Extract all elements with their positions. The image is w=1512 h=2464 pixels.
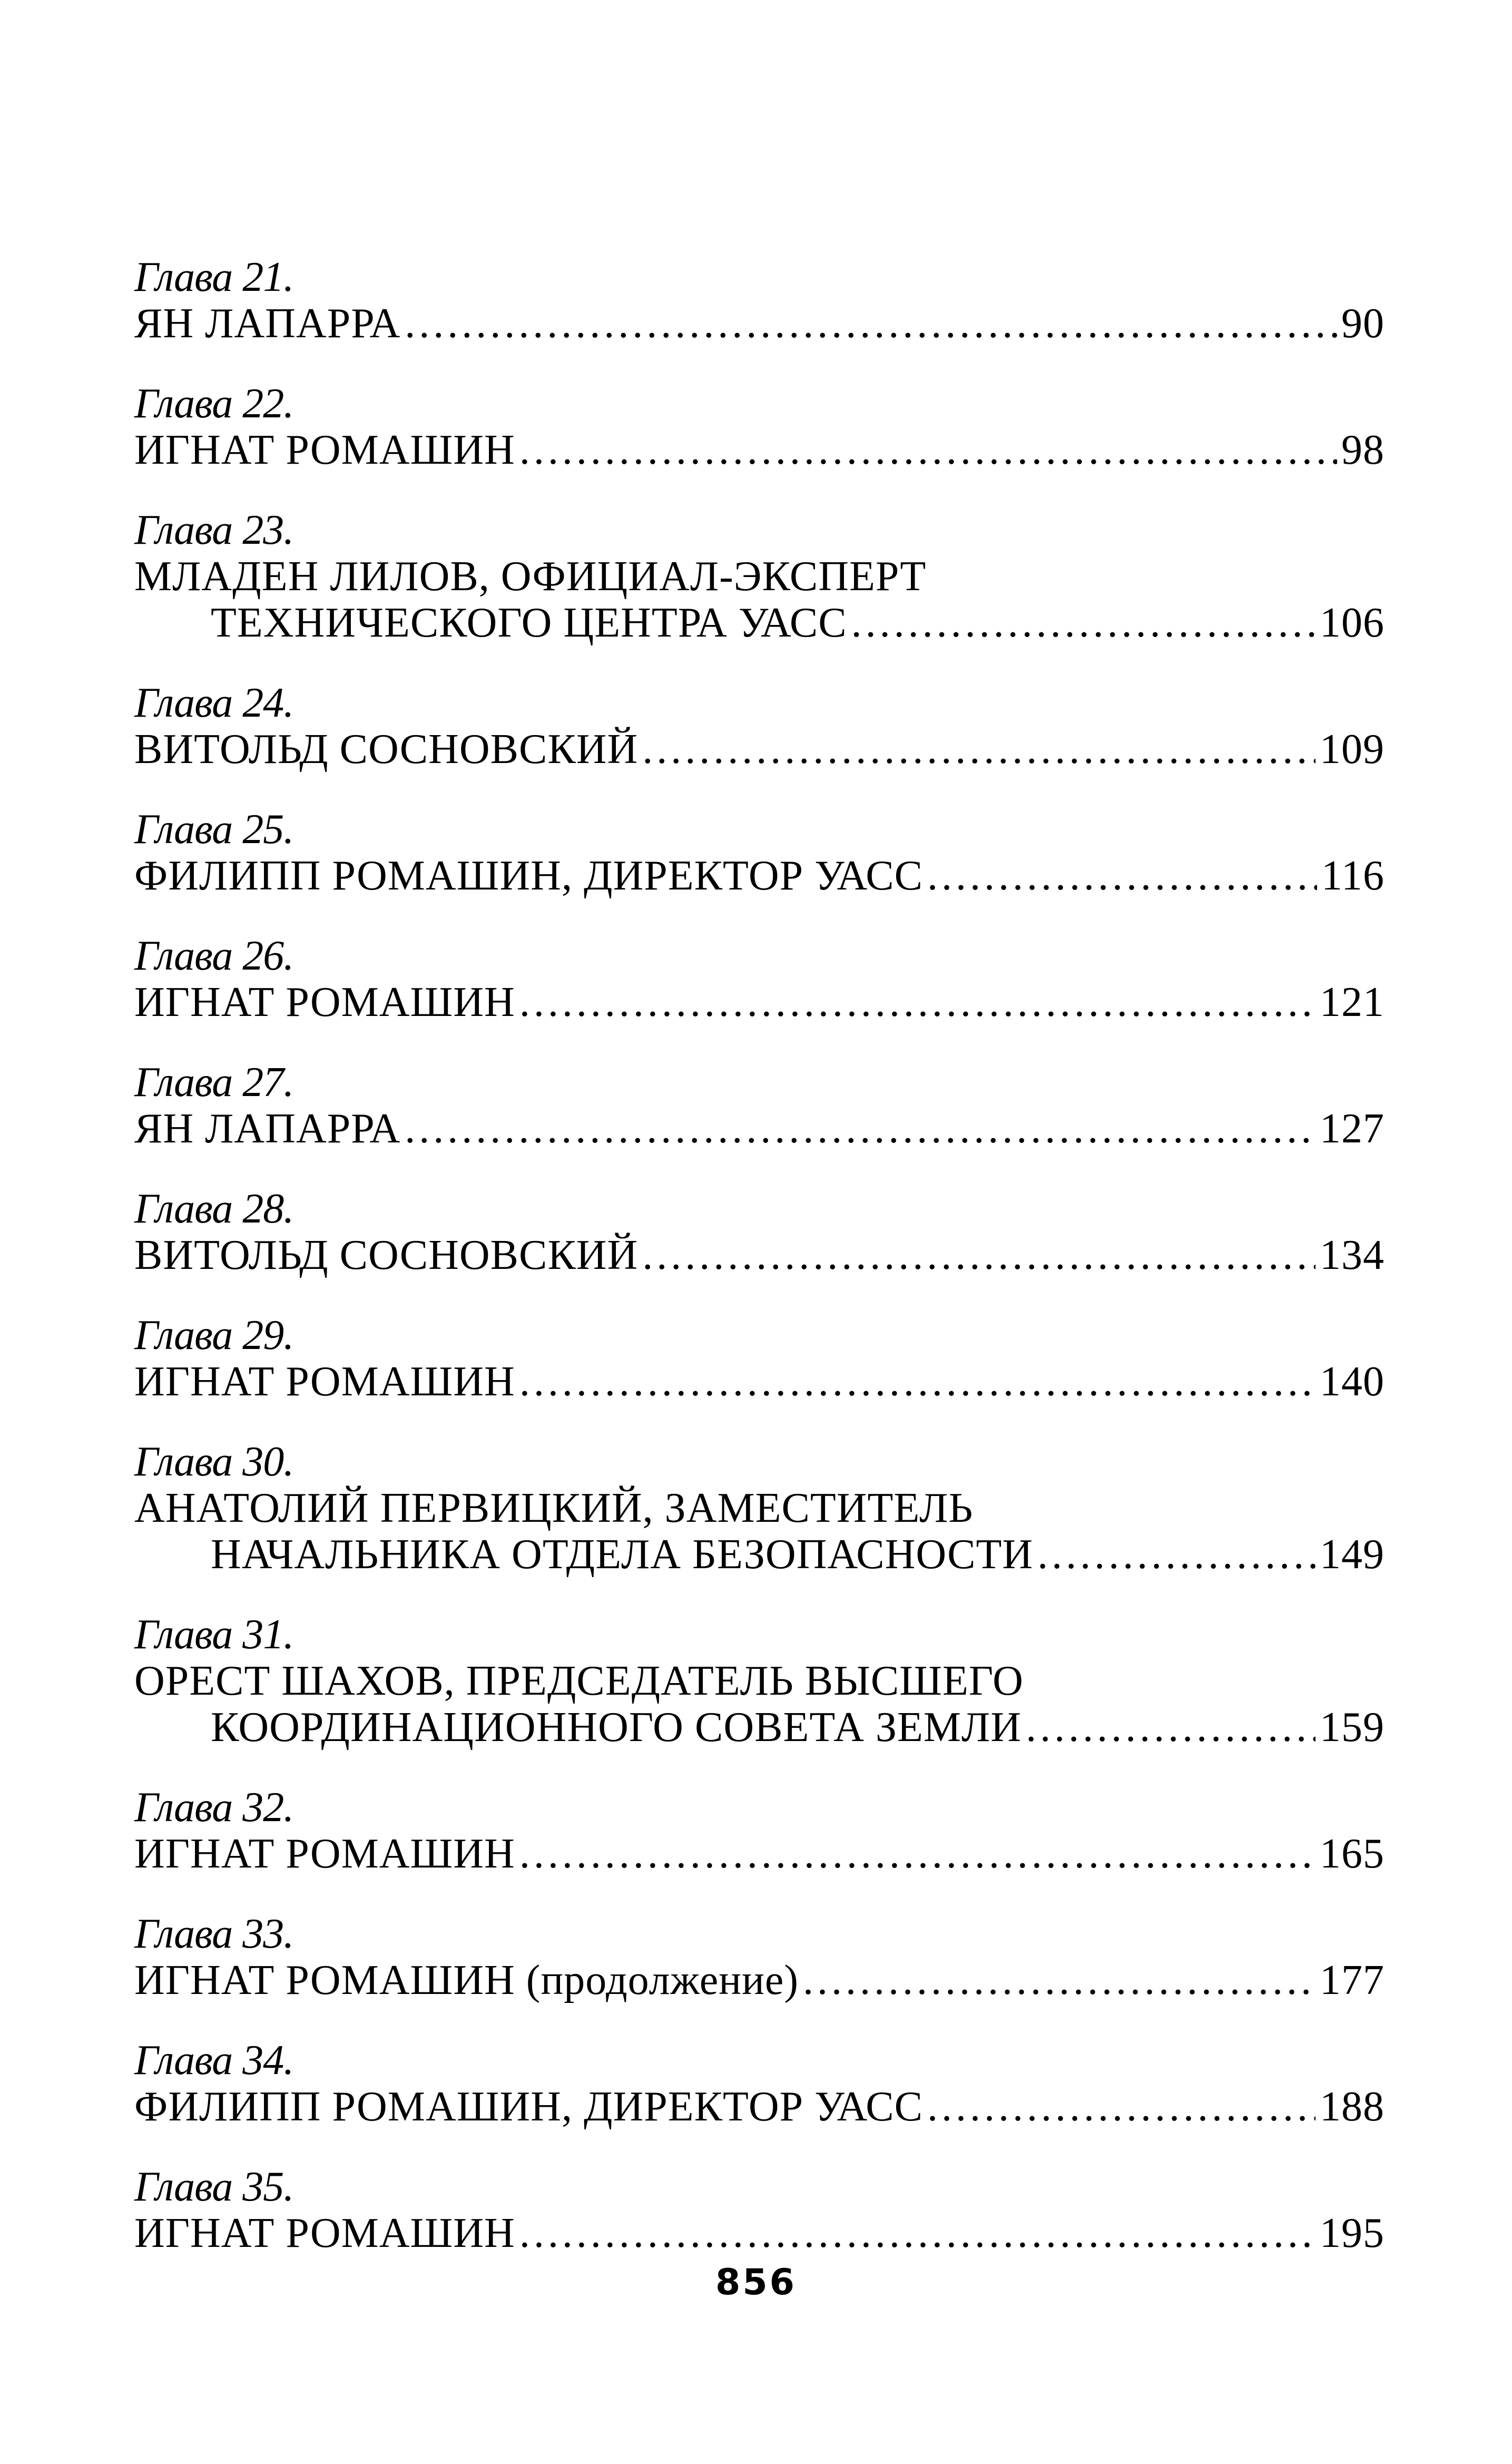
page-number: 140 xyxy=(1320,1358,1385,1405)
page-number: 106 xyxy=(1320,600,1385,646)
page-folio-number: 856 xyxy=(715,2262,797,2303)
page-number: 177 xyxy=(1320,1957,1385,2003)
page-number: 127 xyxy=(1320,1106,1385,1152)
chapter-title: ИГНАТ РОМАШИН xyxy=(134,979,515,1025)
chapter-title-line-1: АНАТОЛИЙ ПЕРВИЦКИЙ, ЗАМЕСТИТЕЛЬ xyxy=(134,1485,974,1531)
chapter-title-row xyxy=(134,1358,1385,1405)
toc-entry-32 xyxy=(134,1784,1385,1877)
chapter-number: Глава 27. xyxy=(134,1059,294,1106)
dot-leader xyxy=(405,300,1337,347)
chapter-title-row xyxy=(134,427,1385,473)
page-number: 195 xyxy=(1320,2210,1385,2256)
page-number: 109 xyxy=(1320,726,1385,773)
chapter-number: Глава 34. xyxy=(134,2037,294,2084)
chapter-title: ЯН ЛАПАРРА xyxy=(134,300,401,347)
toc-entry-31 xyxy=(134,1611,1385,1751)
chapter-number: Глава 30. xyxy=(134,1439,294,1485)
chapter-number: Глава 35. xyxy=(134,2164,294,2210)
dot-leader xyxy=(927,2084,1315,2130)
chapter-title-row xyxy=(134,853,1385,899)
toc-entry-33 xyxy=(134,1911,1385,2003)
chapter-title-line-2: КООРДИНАЦИОННОГО СОВЕТА ЗЕМЛИ xyxy=(211,1704,1022,1751)
chapter-title-row xyxy=(134,300,1385,347)
dot-leader xyxy=(519,427,1337,473)
dot-leader xyxy=(405,1106,1315,1152)
chapter-title-row xyxy=(134,2084,1385,2130)
page-number: 165 xyxy=(1320,1831,1385,1877)
chapter-title: ИГНАТ РОМАШИН xyxy=(134,2210,515,2256)
chapter-title-row xyxy=(134,1106,1385,1152)
chapter-number: Глава 33. xyxy=(134,1911,294,1957)
chapter-number: Глава 25. xyxy=(134,806,294,853)
dot-leader xyxy=(1037,1531,1315,1578)
chapter-title-row xyxy=(134,600,1385,646)
chapter-number: Глава 29. xyxy=(134,1312,294,1358)
dot-leader xyxy=(519,1831,1315,1877)
dot-leader xyxy=(519,2210,1315,2256)
chapter-title-row xyxy=(134,1704,1385,1751)
chapter-title-line-2: ТЕХНИЧЕСКОГО ЦЕНТРА УАСС xyxy=(211,600,847,646)
chapter-title: ЯН ЛАПАРРА xyxy=(134,1106,401,1152)
chapter-title-row xyxy=(134,1232,1385,1278)
page-number: 149 xyxy=(1320,1531,1385,1578)
toc-entry-21 xyxy=(134,254,1385,347)
chapter-title: ИГНАТ РОМАШИН (продолжение) xyxy=(134,1957,799,2003)
chapter-title: ИГНАТ РОМАШИН xyxy=(134,1358,515,1405)
toc-entry-29 xyxy=(134,1312,1385,1405)
toc-entry-28 xyxy=(134,1186,1385,1278)
page-number: 90 xyxy=(1341,300,1385,347)
dot-leader xyxy=(803,1957,1315,2003)
chapter-title-row xyxy=(134,2210,1385,2256)
toc-entry-34 xyxy=(134,2037,1385,2130)
chapter-title: ФИЛИПП РОМАШИН, ДИРЕКТОР УАСС xyxy=(134,853,923,899)
dot-leader xyxy=(927,853,1317,899)
chapter-title-row xyxy=(134,1531,1385,1578)
toc-entry-25 xyxy=(134,806,1385,899)
chapter-number: Глава 32. xyxy=(134,1784,294,1831)
chapter-title: ИГНАТ РОМАШИН xyxy=(134,1831,515,1877)
page-number: 134 xyxy=(1320,1232,1385,1278)
chapter-title-line-1: МЛАДЕН ЛИЛОВ, ОФИЦИАЛ-ЭКСПЕРТ xyxy=(134,553,927,600)
chapter-title-line-1: ОРЕСТ ШАХОВ, ПРЕДСЕДАТЕЛЬ ВЫСШЕГО xyxy=(134,1658,1024,1704)
page-number: 98 xyxy=(1341,427,1385,473)
chapter-number: Глава 26. xyxy=(134,933,294,979)
chapter-title: ФИЛИПП РОМАШИН, ДИРЕКТОР УАСС xyxy=(134,2084,923,2130)
page-number: 116 xyxy=(1321,853,1385,899)
page-number: 188 xyxy=(1320,2084,1385,2130)
toc-entry-26 xyxy=(134,933,1385,1025)
toc-entry-24 xyxy=(134,680,1385,773)
chapter-title: ВИТОЛЬД СОСНОВСКИЙ xyxy=(134,1232,639,1278)
chapter-number: Глава 22. xyxy=(134,380,294,427)
chapter-title-row xyxy=(134,1831,1385,1877)
chapter-title-row xyxy=(134,1957,1385,2003)
dot-leader xyxy=(642,726,1315,773)
dot-leader xyxy=(519,979,1315,1025)
chapter-title-line-2: НАЧАЛЬНИКА ОТДЕЛА БЕЗОПАСНОСТИ xyxy=(211,1531,1034,1578)
dot-leader xyxy=(1026,1704,1315,1751)
chapter-title: ВИТОЛЬД СОСНОВСКИЙ xyxy=(134,726,639,773)
dot-leader xyxy=(642,1232,1315,1278)
chapter-number: Глава 28. xyxy=(134,1186,294,1232)
dot-leader xyxy=(851,600,1315,646)
toc-entry-35 xyxy=(134,2164,1385,2256)
toc-entry-23 xyxy=(134,507,1385,646)
toc-entry-22 xyxy=(134,380,1385,473)
toc-entry-27 xyxy=(134,1059,1385,1152)
chapter-number: Глава 21. xyxy=(134,254,294,300)
chapter-title: ИГНАТ РОМАШИН xyxy=(134,427,515,473)
chapter-number: Глава 31. xyxy=(134,1611,294,1658)
chapter-title-row xyxy=(134,726,1385,773)
chapter-number: Глава 23. xyxy=(134,507,294,553)
dot-leader xyxy=(519,1358,1315,1405)
page-number: 159 xyxy=(1320,1704,1385,1751)
chapter-title-row xyxy=(134,979,1385,1025)
toc-entry-30 xyxy=(134,1439,1385,1578)
page-number: 121 xyxy=(1320,979,1385,1025)
chapter-number: Глава 24. xyxy=(134,680,294,726)
